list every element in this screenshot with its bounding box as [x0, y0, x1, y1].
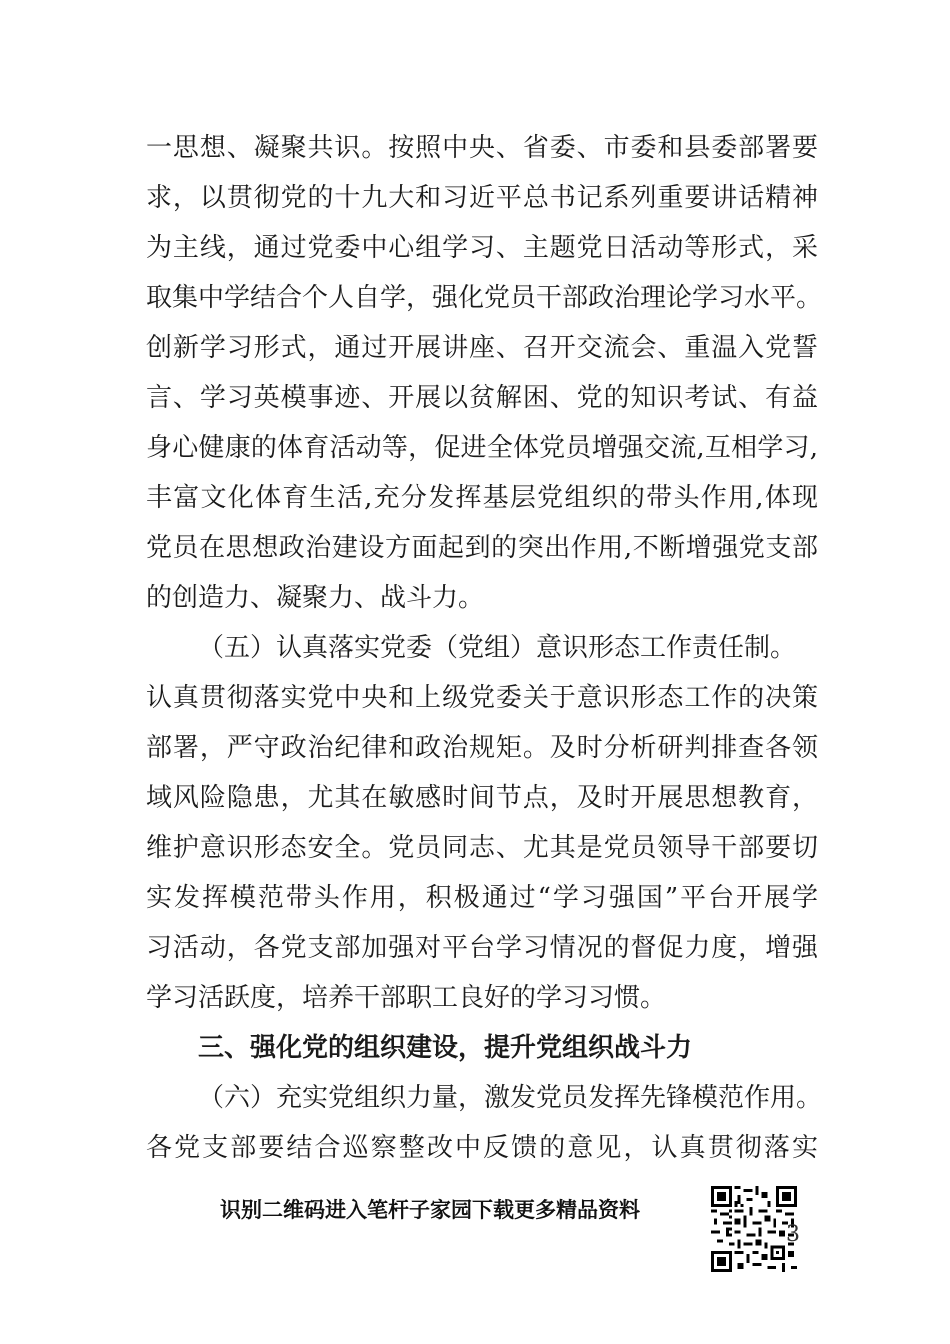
body-line: 实发挥模范带头作用，积极通过“学习强国”平台开展学 [146, 883, 818, 913]
body-line: 习活动，各党支部加强对平台学习情况的督促力度，增强 [146, 933, 818, 963]
body-line: 部署，严守政治纪律和政治规矩。及时分析研判排查各领 [146, 733, 818, 763]
body-line: 的创造力、凝聚力、战斗力。 [146, 583, 485, 613]
section-subheading: （五）认真落实党委（党组）意识形态工作责任制。 [198, 633, 797, 663]
footer-promo-text: 识别二维码进入笔杆子家园下载更多精品资料 [220, 1198, 640, 1222]
body-line: 党员在思想政治建设方面起到的突出作用,不断增强党支部 [146, 533, 818, 563]
body-line: 言、学习英模事迹、开展以贫解困、党的知识考试、有益 [146, 383, 818, 413]
section-heading: 三、强化党的组织建设，提升党组织战斗力 [198, 1033, 693, 1063]
body-line: 为主线，通过党委中心组学习、主题党日活动等形式，采 [146, 233, 818, 263]
body-line: 维护意识形态安全。党员同志、尤其是党员领导干部要切 [146, 833, 818, 863]
body-line: 一思想、凝聚共识。按照中央、省委、市委和县委部署要 [146, 133, 818, 163]
body-line: 取集中学结合个人自学，强化党员干部政治理论学习水平。 [146, 283, 823, 313]
section-subheading: （六）充实党组织力量，激发党员发挥先锋模范作用。 [198, 1083, 823, 1113]
qr-code-icon[interactable] [711, 1186, 797, 1272]
body-line: 丰富文化体育生活,充分发挥基层党组织的带头作用,体现 [146, 483, 818, 513]
body-line: 创新学习形式，通过开展讲座、召开交流会、重温入党誓 [146, 333, 818, 363]
body-line: 身心健康的体育活动等，促进全体党员增强交流,互相学习, [146, 433, 818, 463]
body-line: 求，以贯彻党的十九大和习近平总书记系列重要讲话精神 [146, 183, 818, 213]
body-line: 各党支部要结合巡察整改中反馈的意见，认真贯彻落实 [146, 1133, 818, 1163]
body-line: 域风险隐患，尤其在敏感时间节点，及时开展思想教育， [146, 783, 818, 813]
body-line: 认真贯彻落实党中央和上级党委关于意识形态工作的决策 [146, 683, 818, 713]
page-number: 3 [786, 1222, 800, 1247]
body-line: 学习活跃度，培养干部职工良好的学习习惯。 [146, 983, 667, 1013]
